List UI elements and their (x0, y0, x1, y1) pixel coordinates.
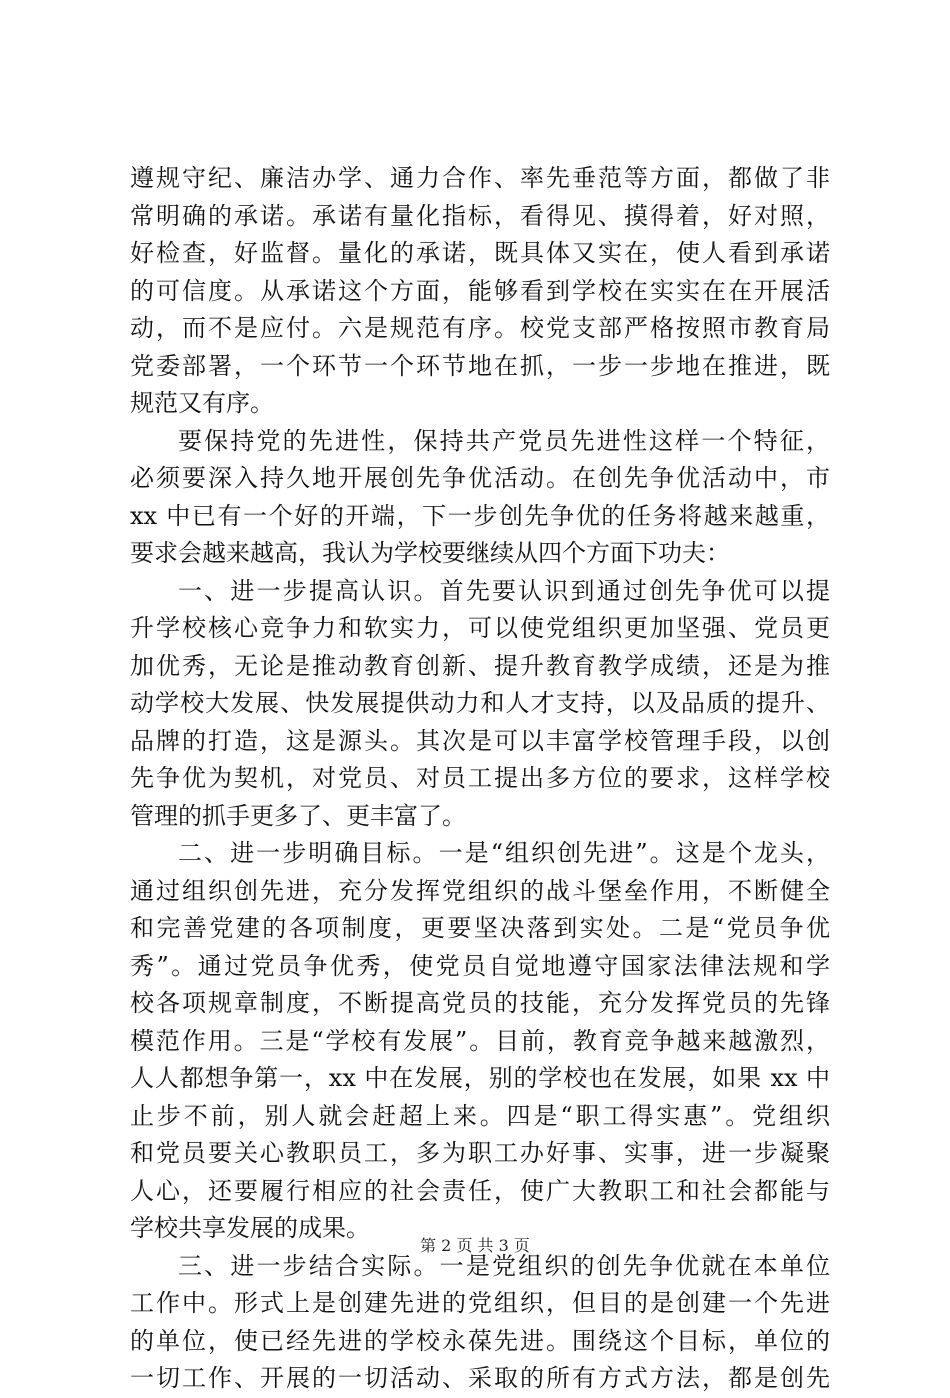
text-line: 先争优为契机，对党员、对员工提出多方位的要求，这样学校 (130, 764, 830, 792)
text-line: 和完善党建的各项制度，更要坚决落到实处。二是“党员争优 (130, 914, 830, 942)
text-line: 好检查，好监督。量化的承诺，既具体又实在，使人看到承诺 (130, 239, 830, 267)
text-line: 一切工作、开展的一切活动、采取的所有方式方法，都是创先 (130, 1364, 830, 1392)
document-body (130, 160, 830, 1398)
paragraph-first-line: 一、进一步提高认识。首先要认识到通过创先争优可以提 (178, 576, 830, 605)
paragraph-first-line: 二、进一步明确目标。一是“组织创先进”。这是个龙头， (178, 839, 830, 867)
paragraph-first-line: 要保持党的先进性，保持共产党员先进性这样一个特征， (178, 426, 830, 455)
text-line: 止步不前，别人就会赶超上来。四是“职工得实惠”。党组织 (130, 1101, 830, 1130)
text-line: 要求会越来越高，我认为学校要继续从四个方面下功夫： (130, 539, 730, 567)
text-line: 动，而不是应付。六是规范有序。校党支部严格按照市教育局 (130, 314, 830, 342)
text-line: 人心，还要履行相应的社会责任，使广大教职工和社会都能与 (130, 1176, 830, 1205)
text-line: 党委部署，一个环节一个环节地在抓，一步一步地在推进，既 (130, 351, 830, 380)
text-line: 校各项规章制度，不断提高党员的技能，充分发挥党员的先锋 (130, 989, 830, 1017)
text-line: 通过组织创先进，充分发挥党组织的战斗堡垒作用，不断健全 (130, 876, 830, 905)
text-line: 常明确的承诺。承诺有量化指标，看得见、摸得着，好对照， (130, 201, 830, 230)
text-line: 品牌的打造，这是源头。其次是可以丰富学校管理手段，以创 (130, 726, 830, 755)
page-number: 第 2 页 共 3 页 (420, 1236, 530, 1255)
page-footer (0, 1236, 950, 1256)
text-line: 遵规守纪、廉洁办学、通力合作、率先垂范等方面，都做了非 (130, 164, 830, 192)
text-line: 秀”。通过党员争优秀，使党员自觉地遵守国家法律法规和学 (130, 951, 830, 980)
text-line: 的可信度。从承诺这个方面，能够看到学校在实实在在开展活 (130, 276, 830, 305)
text-line: 和党员要关心教职员工，多为职工办好事、实事，进一步凝聚 (130, 1139, 830, 1167)
text-line: 规范又有序。 (130, 389, 274, 417)
paragraph-first-line: 三、进一步结合实际。一是党组织的创先争优就在本单位 (178, 1251, 830, 1280)
text-line: 加优秀，无论是推动教育创新、提升教育教学成绩，还是为推 (130, 651, 830, 680)
text-line: 的单位，使已经先进的学校永葆先进。围绕这个目标，单位的 (130, 1326, 830, 1355)
text-line: 必须要深入持久地开展创先争优活动。在创先争优活动中，市 (130, 464, 830, 492)
text-line: xx 中已有一个好的开端，下一步创先争优的任务将越来越重， (130, 501, 830, 530)
text-line: 动学校大发展、快发展提供动力和人才支持，以及品质的提升、 (130, 689, 830, 717)
text-line: 工作中。形式上是创建先进的党组织，但目的是创建一个先进 (130, 1289, 830, 1317)
text-line: 学校共享发展的成果。 (130, 1214, 370, 1242)
text-line: 人人都想争第一，xx 中在发展，别的学校也在发展，如果 xx 中 (130, 1064, 830, 1092)
text-line: 升学校核心竞争力和软实力，可以使党组织更加坚强、党员更 (130, 614, 830, 642)
text-line: 模范作用。三是“学校有发展”。目前，教育竞争越来越激烈， (130, 1026, 830, 1055)
text-line: 管理的抓手更多了、更丰富了。 (130, 801, 466, 830)
